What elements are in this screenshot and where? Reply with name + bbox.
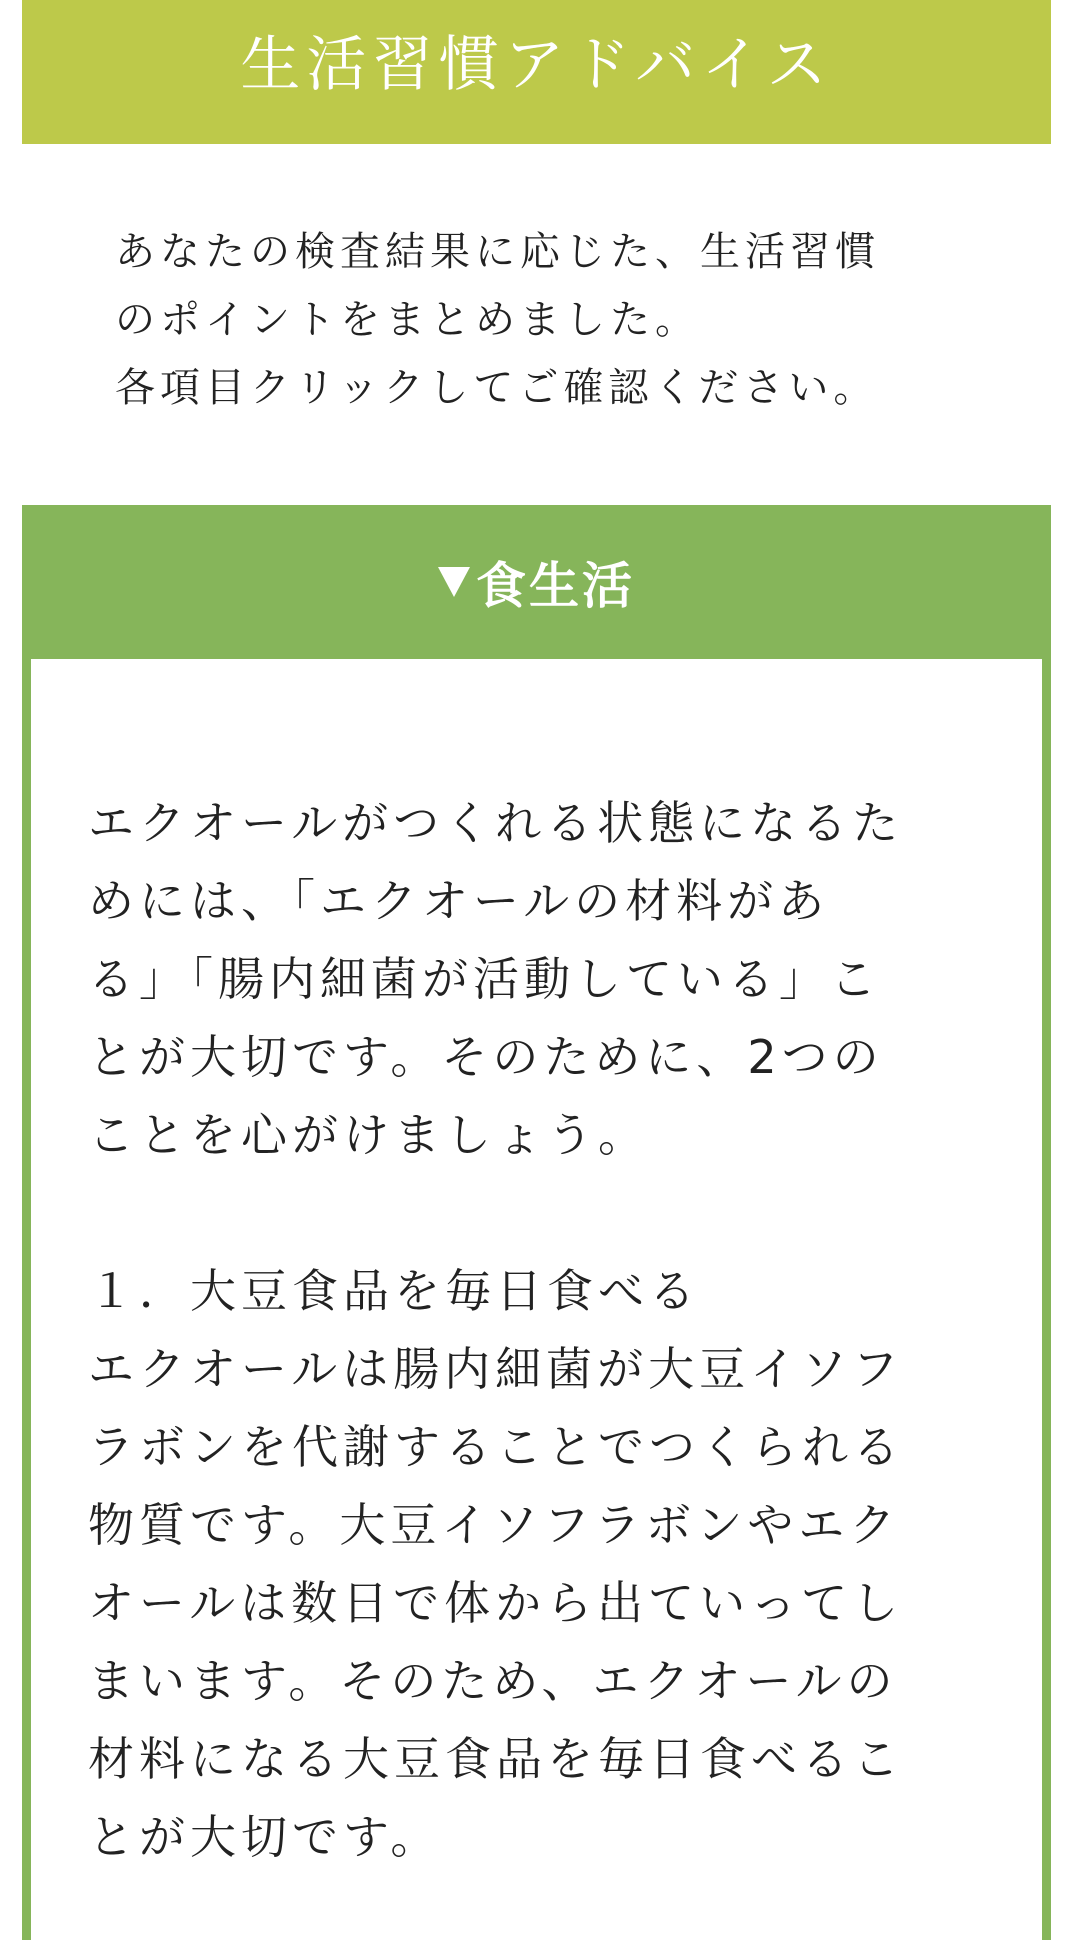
accordion-title	[438, 546, 635, 618]
item-line: オールは数日で体から出ていってし	[88, 1576, 904, 1630]
item-line: エクオールは腸内細菌が大豆イソフ	[88, 1342, 904, 1396]
page-header	[22, 0, 1051, 144]
intro-line: あなたの検査結果に応じた、生活習慣	[115, 229, 880, 275]
accordion-section-diet	[22, 505, 1051, 1940]
item-line: とが大切です。	[88, 1810, 442, 1864]
accordion-header-diet[interactable]	[22, 505, 1051, 659]
paragraph-line: る」「腸内細菌が活動している」こ	[88, 952, 881, 1006]
paragraph-line: とが大切です。そのために、2つの	[88, 1030, 884, 1084]
triangle-down-icon	[438, 567, 470, 597]
intro-text	[115, 218, 965, 422]
item-line: まいます。そのため、エクオールの	[88, 1654, 898, 1708]
paragraph-line: めには、「エクオールの材料があ	[88, 874, 830, 928]
paragraph-line: ことを心がけましょう。	[88, 1108, 649, 1162]
advice-text	[88, 784, 1008, 1876]
accordion-body	[31, 659, 1042, 1940]
item-line: 物質です。大豆イソフラボンやエク	[88, 1498, 901, 1552]
paragraph-line: エクオールがつくれる状態になるた	[88, 796, 904, 850]
item-heading: １．大豆食品を毎日食べる	[88, 1264, 700, 1318]
item-line: 材料になる大豆食品を毎日食べるこ	[88, 1732, 904, 1786]
item-line: ラボンを代謝することでつくられる	[88, 1420, 904, 1474]
paragraph-spacer	[88, 1174, 1008, 1252]
intro-line: のポイントをまとめました。	[115, 297, 700, 343]
intro-line: 各項目クリックしてご確認ください。	[115, 365, 879, 411]
page-title: 生活習慣アドバイス	[240, 30, 833, 100]
accordion-title-label: 食生活	[476, 557, 635, 615]
